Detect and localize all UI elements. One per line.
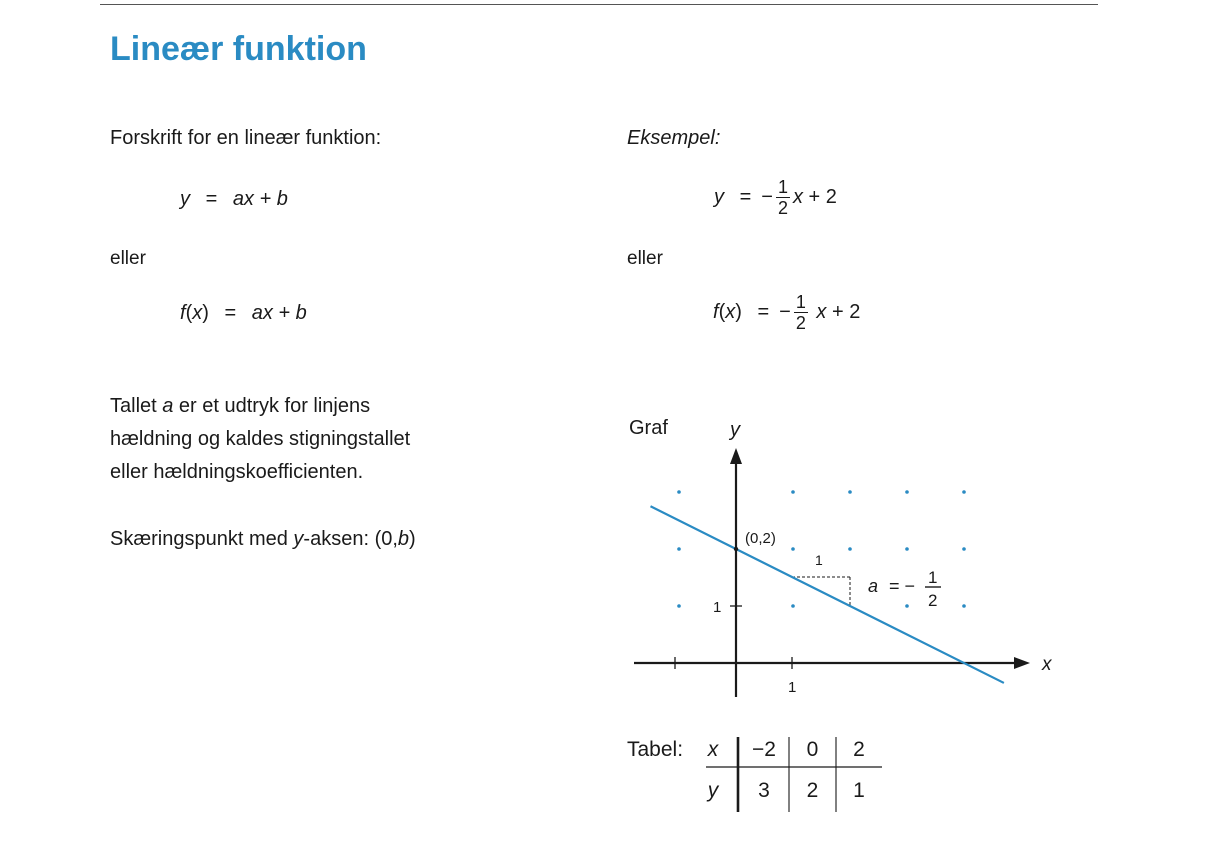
formula-tail: + 2 (808, 185, 837, 208)
para-var-a: a (162, 395, 174, 417)
para-line-3: eller hældningskoefficienten. (110, 461, 364, 483)
y-tick-label: 1 (713, 599, 722, 616)
or-text-left-1: eller (110, 248, 146, 269)
intercept-mid: -aksen: (0, (303, 528, 398, 550)
table-x-cell: 0 (806, 738, 819, 761)
table-x-cell: 2 (853, 738, 865, 761)
formula-sign: − (761, 185, 773, 208)
x-tick-label: 1 (788, 679, 797, 696)
slope-denominator: 2 (928, 591, 938, 610)
formula-tail: + 2 (831, 300, 861, 323)
formula-paren-open: ( (718, 300, 726, 323)
formula-paren-open: ( (185, 302, 193, 324)
fraction-numerator: 1 (795, 292, 806, 312)
fraction-denominator: 2 (777, 198, 788, 218)
table-header-y: y (707, 779, 719, 802)
slope-numerator: 1 (928, 568, 938, 587)
table-y-cell: 3 (758, 779, 770, 802)
formula-eq: = (739, 185, 752, 208)
para-text: er et udtryk for linjens (173, 395, 371, 417)
formula-paren-close: ) (735, 300, 742, 323)
formula-eq: = (224, 302, 237, 324)
para-text: Tallet (110, 395, 163, 417)
formula-paren-close: ) (202, 302, 209, 324)
fraction-numerator: 1 (777, 177, 788, 197)
formula-rhs: ax + b (232, 188, 288, 210)
intercept-b: b (397, 528, 410, 550)
intercept-point-label: (0,2) (745, 530, 776, 547)
formula-f: f (180, 302, 186, 324)
formula-sign: − (779, 300, 791, 323)
table-y-cell: 1 (853, 779, 865, 802)
slope-var-label: a (868, 576, 879, 596)
table-x-cell: −2 (752, 738, 776, 761)
formula-x: x (725, 300, 736, 323)
table-label: Tabel: (627, 738, 684, 761)
example-label: Eksempel: (627, 127, 721, 149)
formula-lhs: y (714, 185, 724, 208)
graph-label: Graf (629, 417, 668, 439)
formula-var: x (816, 300, 827, 323)
slope-run-label: 1 (815, 552, 823, 568)
y-axis-label: y (730, 419, 740, 441)
formula-x: x (192, 302, 203, 324)
formula-eq: = (205, 188, 218, 210)
table-header-x: x (707, 738, 719, 761)
formula-rhs: ax + b (251, 302, 307, 324)
or-text-right-1: eller (627, 248, 663, 269)
intercept-close: ) (409, 528, 416, 550)
x-axis-label: x (1042, 654, 1052, 675)
table-y-cell: 2 (806, 779, 819, 802)
formula-eq: = (757, 300, 770, 323)
para-line-2: hældning og kaldes stigningstallet (110, 428, 411, 450)
fraction-denominator: 2 (795, 313, 806, 333)
formula-f: f (713, 300, 719, 323)
intercept-pre: Skæringspunkt med (110, 528, 294, 550)
intercept-var: y (293, 528, 304, 550)
formula-lhs: y (180, 188, 190, 210)
intro-text: Forskrift for en lineær funktion: (110, 127, 382, 149)
page-title: Lineær funktion (110, 30, 367, 68)
slope-eq-label: = − (889, 576, 916, 596)
formula-var: x (792, 185, 803, 208)
